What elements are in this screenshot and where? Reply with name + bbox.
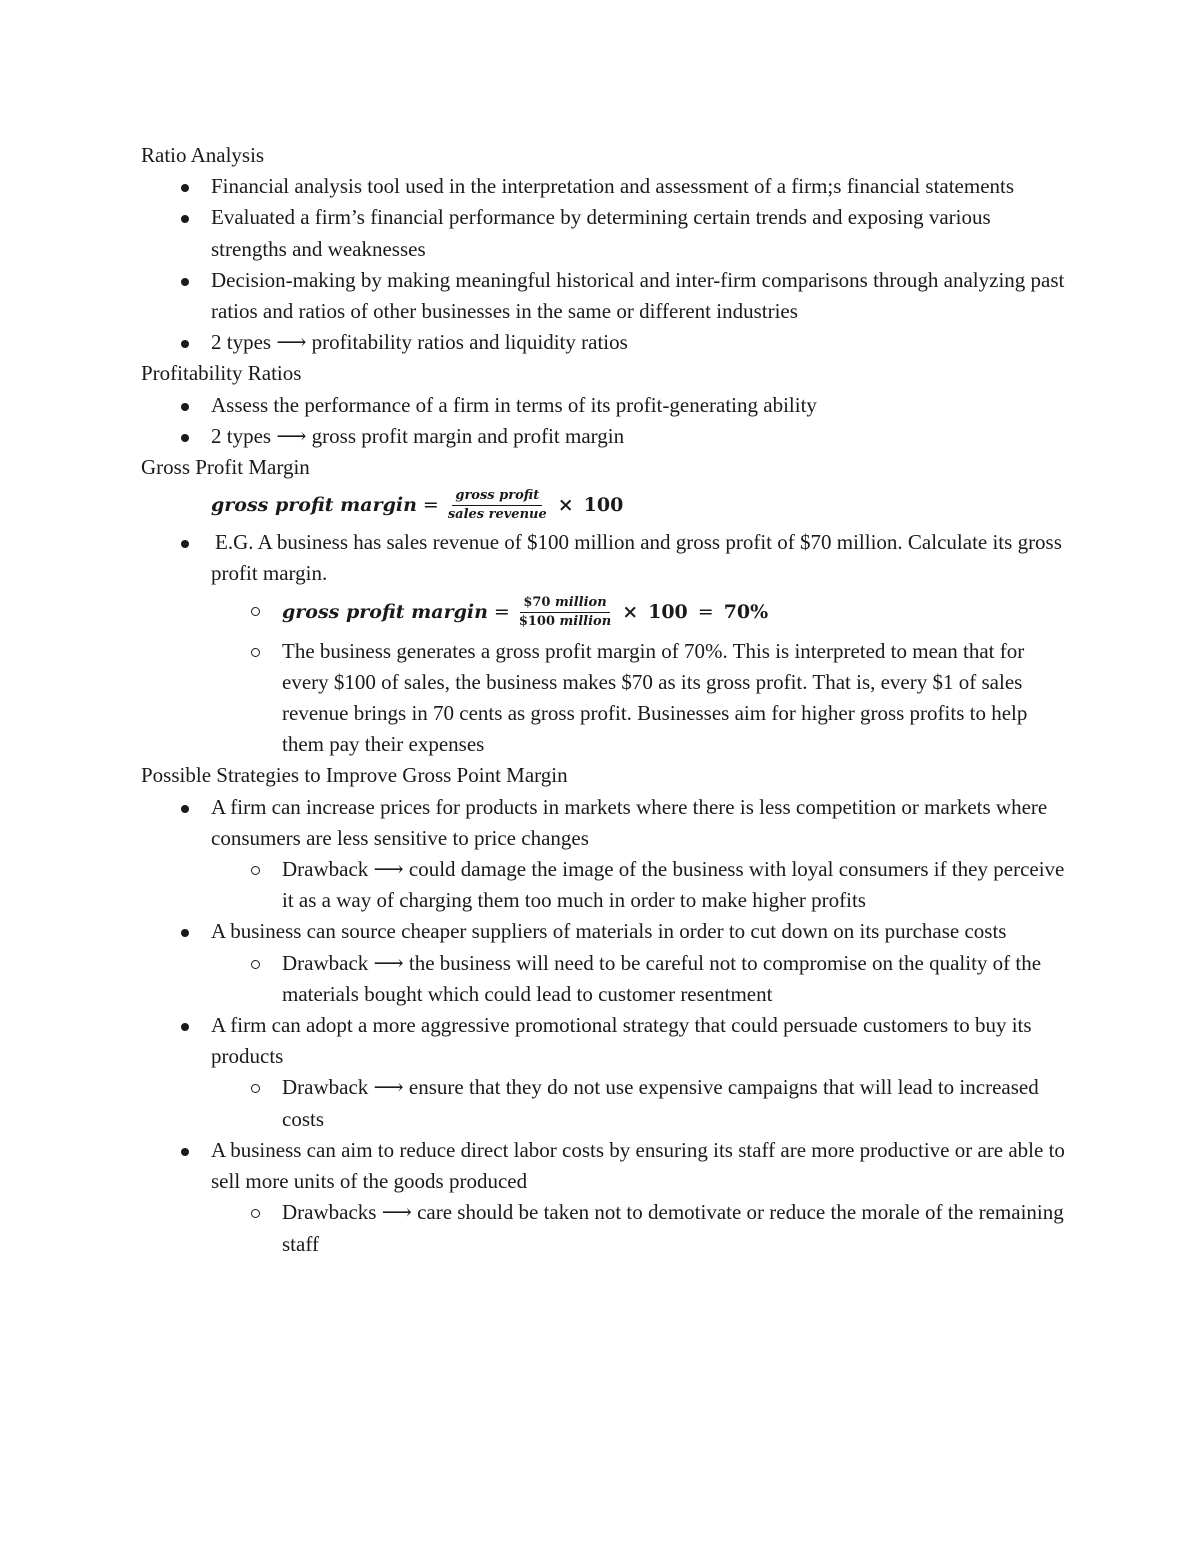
calc-lhs: gross profit margin [282, 601, 488, 624]
list-item: A firm can adopt a more aggressive promotional strategy that could persuade customers to buy its products Drawback ⟶ ensure that they do not use expensive campaigns that will lead to increased costs [141, 1010, 1071, 1135]
formula-denominator: sales revenue [447, 506, 547, 522]
calc-equals-result: = [697, 601, 714, 624]
bullet-icon [181, 1023, 189, 1031]
calc-multiplier: 100 [648, 601, 688, 624]
drawback-sublist [211, 1072, 1071, 1134]
list-item: Assess the performance of a firm in terms of its profit-generating ability [141, 390, 1071, 421]
section-heading-ratio-analysis: Ratio Analysis [141, 143, 265, 167]
formula-lhs: gross profit margin [211, 493, 417, 516]
list-item: Drawbacks ⟶ care should be taken not to demotivate or reduce the morale of the remaining staff [141, 1197, 1071, 1259]
list-item: Drawback ⟶ ensure that they do not use expensive campaigns that will lead to increased costs [141, 1072, 1071, 1134]
calc-denominator: $100 million [518, 614, 612, 630]
bullet-icon [181, 403, 189, 411]
bullet-icon [181, 278, 189, 286]
example-text: E.G. A business has sales revenue of $100 million and gross profit of $70 million. Calculate its gross profit margin. [211, 530, 1062, 586]
section-heading-profitability-ratios: Profitability Ratios [141, 361, 302, 386]
list-item: Financial analysis tool used in the interpretation and assessment of a firm;s financial statements [141, 171, 1071, 202]
gross-profit-margin-formula [141, 483, 1071, 527]
hollow-bullet-icon [251, 648, 260, 657]
list-item: The business generates a gross profit margin of 70%. This is interpreted to mean that for every $100 of sales, the business makes $70 as its gross profit. That is, every $1 of sales revenue brings in 70 cents as gross profit. Businesses aim for higher gross profits to help them pay their expenses [141, 636, 1071, 761]
formula-numerator: gross profit [452, 489, 542, 506]
section-heading-strategies: Possible Strategies to Improve Gross Point Margin [141, 763, 568, 788]
calc-result: 70% [723, 601, 769, 624]
bullet-icon [181, 805, 189, 813]
section-heading-gross-profit-margin: Gross Profit Margin [141, 455, 310, 480]
bullet-icon [181, 929, 189, 937]
bullet-icon [181, 184, 189, 192]
bullet-icon [181, 340, 189, 348]
drawback-sublist [211, 1197, 1071, 1259]
list-item [141, 527, 1071, 760]
list-item: A firm can increase prices for products in markets where there is less competition or markets where consumers are less sensitive to price changes Drawback ⟶ could damage the image of the business with loyal consumers if they perceive it as a way of charging them too much in order to make higher profits [141, 792, 1071, 917]
calc-fraction [516, 596, 614, 629]
list-item: A business can aim to reduce direct labor costs by ensuring its staff are more productive or are able to sell more units of the goods produced Drawbacks ⟶ care should be taken not to demotivate or reduce the morale of the remaining staff [141, 1135, 1071, 1260]
profitability-ratios-list [141, 390, 1071, 452]
formula-equals: = [422, 493, 439, 516]
strategies-list [141, 792, 1071, 1260]
hollow-bullet-icon [251, 607, 260, 616]
formula-times: × [557, 493, 574, 516]
ratio-analysis-list [141, 171, 1071, 358]
example-sublist [211, 590, 1071, 761]
list-item: 2 types ⟶ profitability ratios and liquidity ratios [141, 327, 1071, 358]
list-item: Drawback ⟶ could damage the image of the business with loyal consumers if they perceive it as a way of charging them too much in order to make higher profits [141, 854, 1071, 916]
hollow-bullet-icon [251, 866, 260, 875]
formula-multiplier: 100 [583, 493, 624, 516]
hollow-bullet-icon [251, 1084, 260, 1093]
drawback-sublist [211, 948, 1071, 1010]
drawback-sublist [211, 854, 1071, 916]
bullet-icon [181, 434, 189, 442]
bullet-icon [181, 1148, 189, 1156]
gross-profit-margin-list [141, 527, 1071, 760]
formula-fraction [445, 489, 550, 522]
list-item: Drawback ⟶ the business will need to be careful not to compromise on the quality of the materials bought which could lead to customer resentment [141, 948, 1071, 1010]
calc-numerator: $70 million [520, 596, 609, 613]
bullet-icon [181, 540, 189, 548]
document-page [141, 140, 1071, 1260]
bullet-icon [181, 215, 189, 223]
hollow-bullet-icon [251, 960, 260, 969]
calc-times: × [622, 601, 639, 624]
list-item: Evaluated a firm’s financial performance by determining certain trends and exposing various strengths and weaknesses [141, 202, 1071, 264]
list-item: A business can source cheaper suppliers of materials in order to cut down on its purchase costs Drawback ⟶ the business will need to be careful not to compromise on the quality of the materials bought which could lead to customer resentment [141, 916, 1071, 1010]
example-calculation [141, 590, 1071, 636]
list-item: Decision-making by making meaningful historical and inter-firm comparisons through analyzing past ratios and ratios of other businesses in the same or different industries [141, 265, 1071, 327]
calc-equals: = [493, 601, 510, 624]
hollow-bullet-icon [251, 1209, 260, 1218]
list-item: 2 types ⟶ gross profit margin and profit margin [141, 421, 1071, 452]
